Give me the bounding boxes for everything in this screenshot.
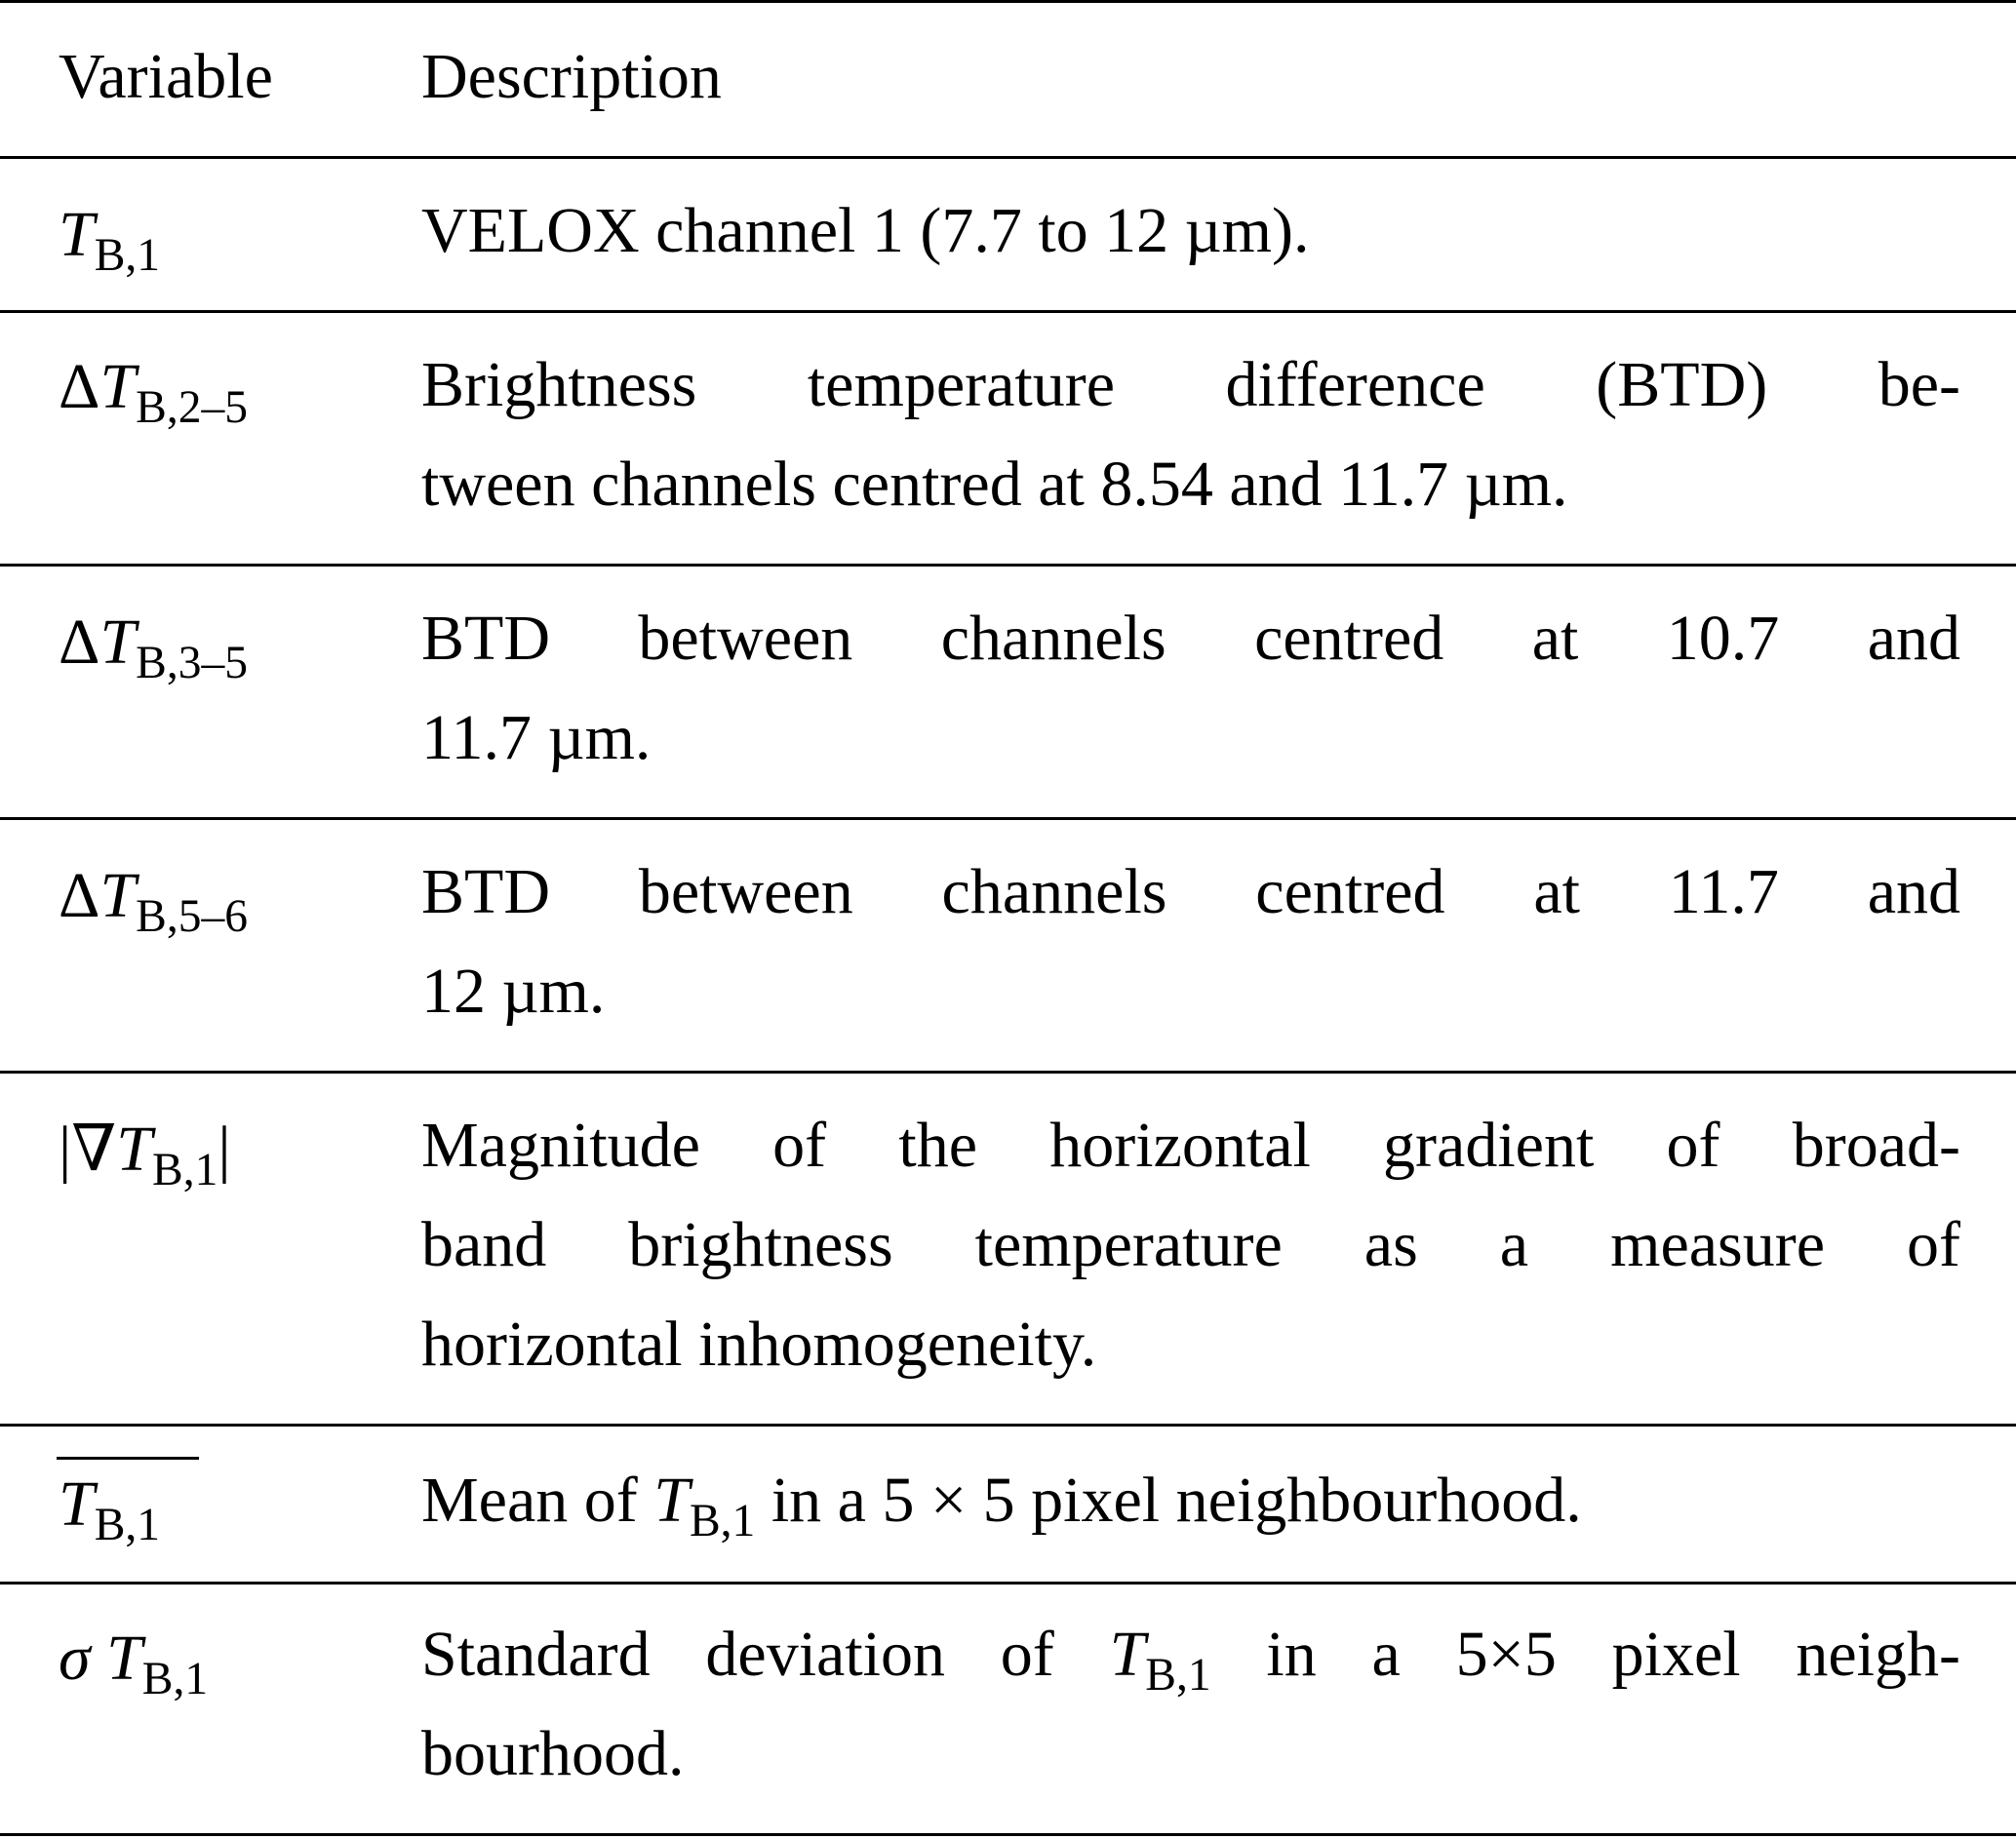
mean-overline (57, 1457, 199, 1460)
column-header-description: Description (421, 41, 722, 112)
header-rule (0, 156, 2016, 159)
variable-cell: $\Delta T_{B,2-5}$ (59, 351, 249, 434)
row-rule (0, 310, 2016, 313)
row-rule (0, 1071, 2016, 1074)
description-cell: Mean of $T_{B,1}$ in a 5 × 5 pixel neighbourhood. (421, 1465, 1582, 1547)
row-rule (0, 564, 2016, 567)
table-bottom-rule (0, 1833, 2016, 1836)
variable-cell: $T_{B,1}$ (59, 199, 161, 282)
row-rule (0, 1582, 2016, 1585)
description-cell: Standard deviation of $T_{B,1}$ in a 5×5 pixel neigh- bourhood. (421, 1619, 1960, 1789)
description-cell: Magnitude of the horizontal gradient of broad- band brightness temperature as a measure of horizontal inhomogeneity. (421, 1110, 1960, 1380)
row-rule (0, 817, 2016, 820)
description-cell: VELOX channel 1 (7.7 to 12 µm). (421, 195, 1310, 266)
variable-cell: σ $T_{B,1}$ (59, 1623, 209, 1705)
description-cell: BTD between channels centred at 10.7 and 11.7 µm. (421, 603, 1960, 773)
description-cell: Brightness temperature difference (BTD) be- tween channels centred at 8.54 and 11.7 µm. (421, 349, 1960, 520)
variable-cell: $|\nabla T_{B,1}|$ (59, 1114, 231, 1196)
variable-cell: $\Delta T_{B,3-5}$ (59, 606, 249, 689)
variable-cell: $T_{B,1}$ (59, 1468, 161, 1551)
row-rule (0, 1424, 2016, 1427)
description-cell: BTD between channels centred at 11.7 and 12 µm. (421, 856, 1960, 1027)
column-header-variable: Variable (59, 41, 273, 112)
variable-cell: $\Delta T_{B,5-6}$ (59, 860, 249, 943)
table-top-rule (0, 0, 2016, 3)
